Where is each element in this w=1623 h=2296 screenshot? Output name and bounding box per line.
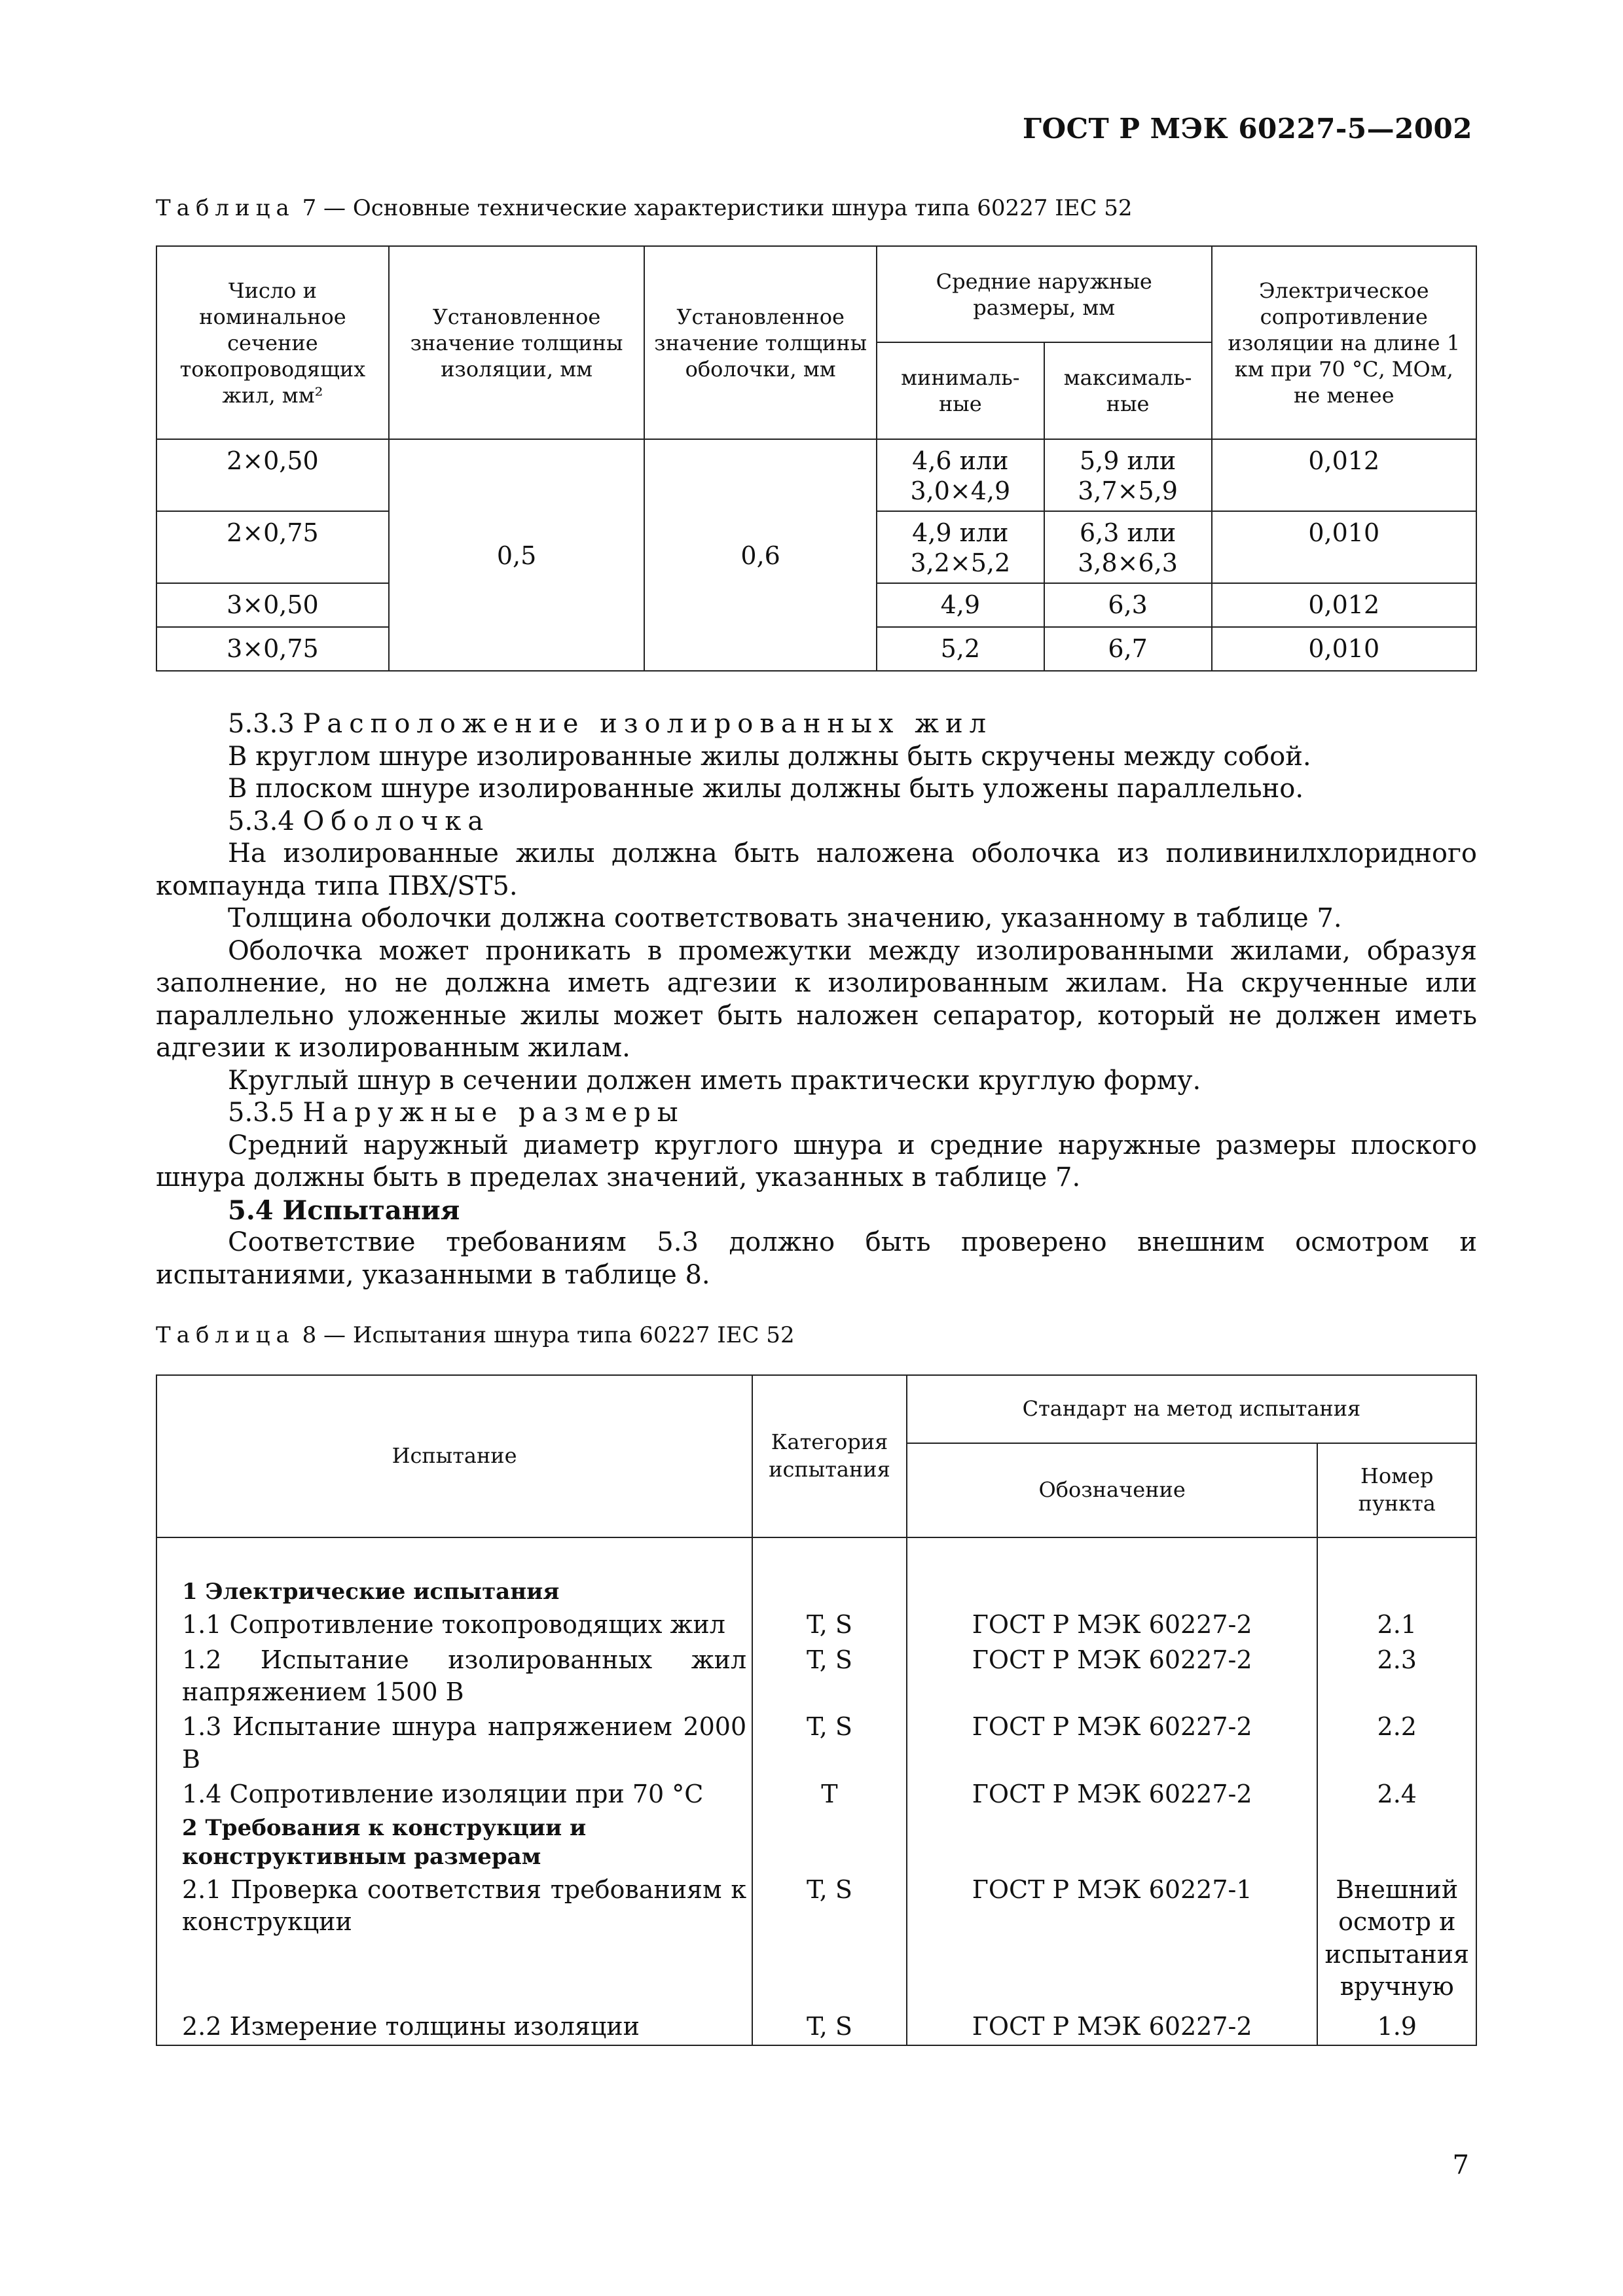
t8-category: T, S [752, 1873, 907, 2005]
t8-test: 1.2 Испытание изолированных жил напряжением 1500 В [156, 1643, 752, 1710]
t7-header-resistance: Электрическое сопротивление изоляции на длине 1 км при 70 °С, МОм, не менее [1212, 246, 1476, 439]
t8-test: 1.3 Испытание шнура напряжением 2000 В [156, 1710, 752, 1777]
body-text [156, 708, 1477, 1291]
t8-header-test: Испытание [156, 1375, 752, 1537]
t7-max: 5,9 или 3,7×5,9 [1044, 439, 1212, 511]
table7-caption-text: 7 — Основные технические характеристики шнура типа 60227 IEC 52 [295, 195, 1133, 221]
t7-min: 4,9 [877, 583, 1044, 627]
table-row [156, 1777, 1476, 1812]
t8-category: T, S [752, 1643, 907, 1710]
table-row [156, 2004, 1476, 2045]
t7-header-sheath: Установленное значение толщины оболочки, мм [644, 246, 877, 439]
table8-caption-text: 8 — Испытания шнура типа 60227 IEC 52 [295, 1322, 795, 1348]
table8-caption-word: Таблица [156, 1322, 295, 1348]
paragraph: В плоском шнуре изолированные жилы должны быть уложены параллельно. [228, 774, 1304, 804]
table-row [156, 1537, 1476, 1607]
t8-header-clause: Номер пункта [1317, 1443, 1476, 1537]
section-5-4-heading: 5.4 Испытания [228, 1194, 460, 1226]
t7-header-count: Число и номинальное сечение токопроводящих жил, мм² [156, 246, 389, 439]
t8-category: T, S [752, 1710, 907, 1777]
table-7 [156, 245, 1477, 672]
t7-resistance: 0,012 [1212, 583, 1476, 627]
t8-designation: ГОСТ Р МЭК 60227-2 [907, 1777, 1318, 1812]
t7-resistance: 0,010 [1212, 627, 1476, 671]
table7-caption [156, 195, 1133, 221]
paragraph: Соответствие требованиям 5.3 должно быть проверено внешним осмотром и испытаниями, указанными в таблице 8. [156, 1227, 1477, 1290]
t8-section-2: 2 Требования к конструкции и конструктивным размерам [156, 1812, 752, 1873]
t7-min: 4,9 или 3,2×5,2 [877, 511, 1044, 583]
t8-category: T [752, 1777, 907, 1812]
table-row [156, 1607, 1476, 1642]
t8-section-1: 1 Электрические испытания [156, 1537, 752, 1607]
t8-test: 1.4 Сопротивление изоляции при 70 °С [156, 1777, 752, 1812]
table-row [156, 1710, 1476, 1777]
t8-category: T, S [752, 1607, 907, 1642]
t8-header-category: Категория испытания [752, 1375, 907, 1537]
t7-resistance: 0,012 [1212, 439, 1476, 511]
table-8 [156, 1374, 1477, 2046]
section-5-3-3-heading: 5.3.3 Расположение изолированных жил [228, 709, 993, 739]
t7-header-insulation: Установленное значение толщины изоляции, мм [389, 246, 645, 439]
t8-designation: ГОСТ Р МЭК 60227-2 [907, 1710, 1318, 1777]
t7-sheath-value: 0,6 [644, 439, 877, 671]
t8-clause: 1.9 [1317, 2004, 1476, 2045]
t8-test: 2.1 Проверка соответствия требованиям к конструкции [156, 1873, 752, 2005]
table-row [156, 1873, 1476, 2005]
t8-header-standard: Стандарт на метод испытания [907, 1375, 1476, 1443]
page-number: 7 [1452, 2150, 1469, 2180]
t7-max: 6,3 [1044, 583, 1212, 627]
t7-min: 5,2 [877, 627, 1044, 671]
t8-designation: ГОСТ Р МЭК 60227-2 [907, 1643, 1318, 1710]
t7-header-min: минималь-ные [877, 342, 1044, 439]
table-row [156, 1812, 1476, 1873]
t8-designation: ГОСТ Р МЭК 60227-1 [907, 1873, 1318, 2005]
t7-header-dims: Средние наружные размеры, мм [877, 246, 1212, 342]
t7-size: 3×0,75 [156, 627, 389, 671]
t8-clause: Внешний осмотр и испытания вручную [1317, 1873, 1476, 2005]
paragraph: Средний наружный диаметр круглого шнура и средние наружные размеры плоского шнура должны быть в пределах значений, указанных в таблице 7. [156, 1130, 1477, 1193]
t7-size: 2×0,50 [156, 439, 389, 511]
paragraph: Толщина оболочки должна соответствовать значению, указанному в таблице 7. [228, 903, 1342, 933]
t8-test: 2.2 Измерение толщины изоляции [156, 2004, 752, 2045]
t7-header-max: максималь-ные [1044, 342, 1212, 439]
t7-size: 3×0,50 [156, 583, 389, 627]
document-header: ГОСТ Р МЭК 60227-5—2002 [1023, 113, 1472, 145]
t8-clause: 2.1 [1317, 1607, 1476, 1642]
t7-insulation-value: 0,5 [389, 439, 645, 671]
t8-designation: ГОСТ Р МЭК 60227-2 [907, 1607, 1318, 1642]
paragraph: Оболочка может проникать в промежутки между изолированными жилами, образуя заполнение, но не должна иметь адгезии к изолированным жилам. На скрученные или параллельно уложенные жилы может быть наложен сепаратор, который не должен иметь адгезии к изолированным жилам. [156, 935, 1477, 1063]
table-row [156, 1643, 1476, 1710]
t8-category: T, S [752, 2004, 907, 2045]
paragraph: На изолированные жилы должна быть наложена оболочка из поливинилхлоридного компаунда типа ПВХ/ST5. [156, 838, 1477, 901]
section-5-3-4-heading: 5.3.4 Оболочка [228, 806, 490, 836]
t7-size: 2×0,75 [156, 511, 389, 583]
table8-caption [156, 1322, 795, 1348]
t7-max: 6,3 или 3,8×6,3 [1044, 511, 1212, 583]
section-5-3-5-heading: 5.3.5 Наружные размеры [228, 1098, 685, 1128]
t8-designation: ГОСТ Р МЭК 60227-2 [907, 2004, 1318, 2045]
t7-resistance: 0,010 [1212, 511, 1476, 583]
t8-clause: 2.3 [1317, 1643, 1476, 1710]
paragraph: Круглый шнур в сечении должен иметь практически круглую форму. [228, 1065, 1201, 1096]
paragraph: В круглом шнуре изолированные жилы должны быть скручены между собой. [228, 741, 1311, 772]
t8-clause: 2.2 [1317, 1710, 1476, 1777]
t7-min: 4,6 или 3,0×4,9 [877, 439, 1044, 511]
t8-header-designation: Обозначение [907, 1443, 1318, 1537]
table-row [156, 439, 1476, 511]
table7-caption-word: Таблица [156, 195, 295, 221]
t8-clause: 2.4 [1317, 1777, 1476, 1812]
t7-max: 6,7 [1044, 627, 1212, 671]
t8-test: 1.1 Сопротивление токопроводящих жил [156, 1607, 752, 1642]
